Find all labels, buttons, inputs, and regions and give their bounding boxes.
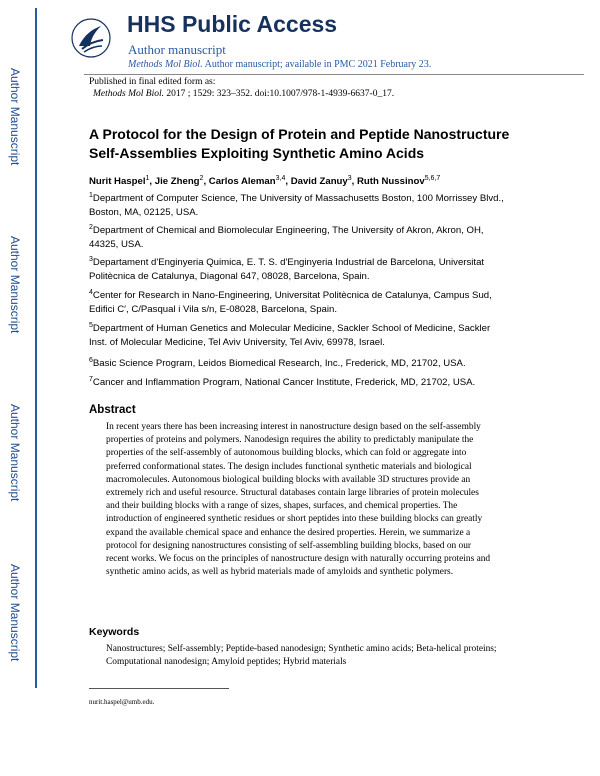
author-sep: , (149, 176, 155, 187)
header-journal: Methods Mol Biol. (128, 59, 203, 70)
author-name: Carlos Aleman (208, 176, 276, 187)
author-name: David Zanuy (290, 176, 348, 187)
footnote-rule (89, 688, 229, 689)
footnote-email: nurit.haspel@umb.edu. (89, 698, 155, 706)
affiliation (89, 192, 509, 220)
affiliation-text: Department of Chemical and Biomolecular Engineering, The University of Akron, Akron, OH, 44325, USA. (89, 225, 484, 250)
header-rule (84, 74, 584, 75)
abstract-heading: Abstract (89, 404, 136, 416)
sidebar-label-1: Author Manuscript (8, 68, 22, 166)
header-availability (128, 59, 431, 70)
affiliation-text: Department of Human Genetics and Molecular Medicine, Sackler School of Medicine, Sackler Inst. of Molecular Medicine, Tel Aviv University, Tel Aviv, 69978, Israel. (89, 323, 491, 348)
author-sup: 5,6,7 (424, 174, 441, 182)
keywords-text: Nanostructures; Self-assembly; Peptide-based nanodesign; Synthetic amino acids; Beta-helical proteins; Computational nanodesign; Amyloid peptides; Hybrid materials (106, 644, 497, 667)
affiliation-num: 1 (89, 191, 93, 199)
author-sep: , (285, 176, 291, 187)
affiliation (89, 322, 509, 350)
publication-citation (89, 88, 394, 100)
affiliation (89, 376, 509, 390)
author-sup: 3,4 (275, 174, 286, 182)
affiliation-text: Basic Science Program, Leidos Biomedical Research, Inc., Frederick, MD, 21702, USA. (92, 358, 466, 369)
header-title: HHS Public Access (127, 11, 338, 37)
affiliation-num: 5 (89, 321, 93, 329)
affiliation-num: 2 (89, 223, 93, 231)
hhs-eagle-logo-icon (70, 16, 112, 60)
affiliation-text: Department of Computer Science, The University of Massachusetts Boston, 100 Morrissey Blvd., Boston, MA, 02125, USA. (89, 193, 504, 218)
affiliation-num: 6 (89, 356, 93, 364)
sidebar-rule (35, 8, 37, 688)
affiliation-text: Center for Research in Nano-Engineering, Universitat Politècnica de Catalunya, Campus Sud, Edifici C′, C/Pasqual i Vila s/n, E-08028, Barcelona, Spain. (89, 290, 492, 315)
keywords-heading: Keywords (89, 626, 140, 638)
affiliation-num: 7 (89, 375, 93, 383)
author-sep: , (351, 176, 357, 187)
author-name: Ruth Nussinov (357, 176, 425, 187)
affiliation (89, 224, 509, 252)
sidebar-label-2: Author Manuscript (8, 236, 22, 334)
affiliation-num: 4 (89, 288, 93, 296)
affiliation (89, 289, 509, 317)
publication-citation-text: 2017 ; 1529: 323–352. doi:10.1007/978-1-4939-6637-0_17. (163, 89, 395, 99)
sidebar-label-3: Author Manuscript (8, 404, 22, 502)
sidebar-label-4: Author Manuscript (8, 564, 22, 662)
publication-journal: Methods Mol Biol. (93, 89, 164, 99)
author-name: Jie Zheng (154, 176, 200, 187)
affiliation-text: Departament d'Enginyeria Quimica, E. T. S. d'Enginyeria Industrial de Barcelona, Universitat Politècnica de Catalunya, Diagonal 647, 08028, Barcelona, Spain. (89, 257, 485, 282)
affiliation-text: Cancer and Inflammation Program, National Cancer Institute, Frederick, MD, 21702, USA. (92, 377, 476, 388)
affiliation (89, 256, 509, 284)
author-name: Nurit Haspel (89, 176, 146, 187)
article-title: A Protocol for the Design of Protein and Peptide Nanostructure Self-Assemblies Exploiting Synthetic Amino Acids (89, 126, 510, 161)
author-list (89, 176, 440, 187)
author-sup: 3 (347, 174, 352, 182)
header-subtitle: Author manuscript (128, 42, 226, 57)
author-sup: 1 (145, 174, 150, 182)
author-sup: 2 (199, 174, 204, 182)
abstract-text: In recent years there has been increasing interest in nanostructure design based on the self-assembly properties of proteins and polymers. Nanodesign requires the ability to predictably manipulate the properties of the self-assembly of autonomous building blocks, which can fold or aggregate into preferred conformational states. The design includes functional synthetic materials and biological macromolecules. Autonomous biological building blocks with available 3D structures provide an extremely rich and useful resource. Structural databases contain large libraries of protein molecules and their building blocks with a range of sizes, shapes, surfaces, and chemical properties. The introduction of engineered synthetic residues or short peptides into these building blocks can greatly expand the available chemical space and enhance the desired properties. Herein, we summarize a protocol for designing nanostructures consisting of self-assembling building blocks, based on our recent works. We focus on the principles of nanostructure design with naturally occurring proteins and synthetic amino acids, as well as hybrid materials made of amyloids and synthetic polymers. (106, 422, 491, 578)
author-sep: , (203, 176, 209, 187)
affiliation-num: 3 (89, 255, 93, 263)
header-availability-text: Author manuscript; available in PMC 2021 February 23. (202, 59, 432, 70)
publication-intro: Published in final edited form as: (89, 77, 216, 87)
affiliation (89, 357, 509, 371)
publication-info (89, 76, 394, 100)
